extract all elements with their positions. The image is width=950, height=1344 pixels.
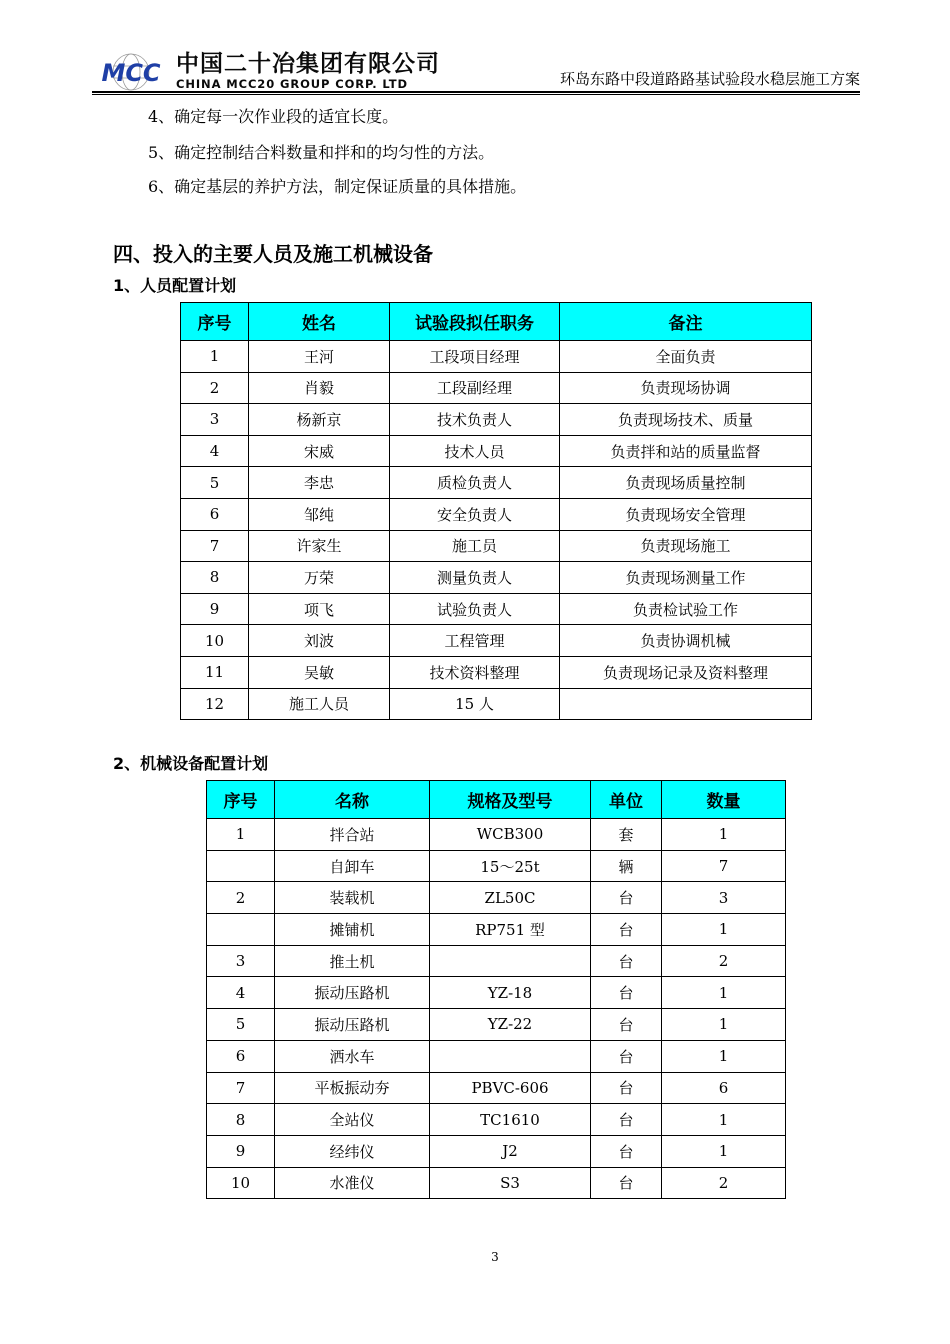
table-row bbox=[207, 882, 786, 914]
table-cell: 技术资料整理 bbox=[390, 656, 560, 688]
table-cell: 装载机 bbox=[275, 882, 430, 914]
table-cell: 4 bbox=[181, 435, 249, 467]
table-cell: 邹纯 bbox=[249, 498, 390, 530]
table-cell: 台 bbox=[591, 914, 662, 946]
table-cell: 1 bbox=[207, 819, 275, 851]
table-cell: 技术负责人 bbox=[390, 404, 560, 436]
table-row bbox=[181, 625, 812, 657]
table-cell: 万荣 bbox=[249, 562, 390, 594]
table-cell: 质检负责人 bbox=[390, 467, 560, 499]
table-cell: S3 bbox=[430, 1167, 591, 1199]
column-header: 单位 bbox=[591, 781, 662, 819]
document-title: 环岛东路中段道路路基试验段水稳层施工方案 bbox=[559, 70, 860, 88]
table-cell: YZ-18 bbox=[430, 977, 591, 1009]
table-cell: 台 bbox=[591, 1072, 662, 1104]
personnel-heading: 1、人员配置计划 bbox=[113, 276, 237, 295]
table-cell: 台 bbox=[591, 945, 662, 977]
table-cell: 3 bbox=[207, 945, 275, 977]
equipment-header-row bbox=[207, 781, 786, 819]
table-cell: 负责现场协调 bbox=[560, 372, 812, 404]
table-cell: 台 bbox=[591, 1040, 662, 1072]
personnel-table bbox=[180, 302, 812, 720]
table-cell: 工段副经理 bbox=[390, 372, 560, 404]
table-cell: 摊铺机 bbox=[275, 914, 430, 946]
table-cell bbox=[430, 945, 591, 977]
table-cell: 安全负责人 bbox=[390, 498, 560, 530]
table-cell: 负责现场质量控制 bbox=[560, 467, 812, 499]
table-cell bbox=[560, 688, 812, 720]
company-name bbox=[176, 52, 440, 91]
table-cell: 刘波 bbox=[249, 625, 390, 657]
table-cell: 负责现场测量工作 bbox=[560, 562, 812, 594]
page-number: 3 bbox=[491, 1250, 499, 1264]
table-cell: 杨新京 bbox=[249, 404, 390, 436]
table-cell: 7 bbox=[181, 530, 249, 562]
table-cell: 拌合站 bbox=[275, 819, 430, 851]
table-cell: 1 bbox=[662, 1009, 786, 1041]
table-cell: 负责协调机械 bbox=[560, 625, 812, 657]
table-cell: 6 bbox=[662, 1072, 786, 1104]
table-cell: 1 bbox=[662, 1040, 786, 1072]
table-cell bbox=[430, 1040, 591, 1072]
table-cell: 王河 bbox=[249, 341, 390, 373]
paragraph-item-4: 4、确定每一次作业段的适宜长度。 bbox=[148, 107, 399, 126]
page-header bbox=[92, 50, 860, 92]
svg-text:MCC: MCC bbox=[101, 59, 161, 87]
table-cell: 台 bbox=[591, 1009, 662, 1041]
table-cell: YZ-22 bbox=[430, 1009, 591, 1041]
table-cell: 台 bbox=[591, 882, 662, 914]
table-cell: 许家生 bbox=[249, 530, 390, 562]
equipment-table-body bbox=[207, 819, 786, 1199]
table-cell: 5 bbox=[207, 1009, 275, 1041]
table-cell: 经纬仪 bbox=[275, 1135, 430, 1167]
table-cell: 施工员 bbox=[390, 530, 560, 562]
table-cell: 试验负责人 bbox=[390, 593, 560, 625]
table-cell: 洒水车 bbox=[275, 1040, 430, 1072]
table-row bbox=[181, 656, 812, 688]
column-header: 数量 bbox=[662, 781, 786, 819]
column-header: 姓名 bbox=[249, 303, 390, 341]
table-row bbox=[207, 1135, 786, 1167]
table-cell: 推土机 bbox=[275, 945, 430, 977]
table-cell: 2 bbox=[662, 1167, 786, 1199]
table-row bbox=[181, 435, 812, 467]
table-cell: 1 bbox=[662, 1104, 786, 1136]
table-cell: 5 bbox=[181, 467, 249, 499]
mcc-logo bbox=[92, 52, 170, 92]
table-cell: 振动压路机 bbox=[275, 977, 430, 1009]
table-cell: 1 bbox=[662, 977, 786, 1009]
table-cell bbox=[207, 850, 275, 882]
table-cell: 12 bbox=[181, 688, 249, 720]
table-cell: J2 bbox=[430, 1135, 591, 1167]
table-cell: 测量负责人 bbox=[390, 562, 560, 594]
table-cell: 振动压路机 bbox=[275, 1009, 430, 1041]
table-cell: 宋威 bbox=[249, 435, 390, 467]
table-row bbox=[181, 372, 812, 404]
column-header: 序号 bbox=[181, 303, 249, 341]
table-row bbox=[181, 341, 812, 373]
table-cell: 台 bbox=[591, 1135, 662, 1167]
table-cell: 8 bbox=[181, 562, 249, 594]
table-row bbox=[181, 530, 812, 562]
table-cell bbox=[207, 914, 275, 946]
table-cell: 项飞 bbox=[249, 593, 390, 625]
equipment-heading: 2、机械设备配置计划 bbox=[113, 754, 269, 773]
table-cell: WCB300 bbox=[430, 819, 591, 851]
table-row bbox=[207, 850, 786, 882]
table-cell: 肖毅 bbox=[249, 372, 390, 404]
table-cell: TC1610 bbox=[430, 1104, 591, 1136]
table-cell: 工段项目经理 bbox=[390, 341, 560, 373]
table-cell: 15～25t bbox=[430, 850, 591, 882]
table-row bbox=[181, 467, 812, 499]
table-cell: 6 bbox=[207, 1040, 275, 1072]
table-cell: 7 bbox=[662, 850, 786, 882]
paragraph-item-6: 6、确定基层的养护方法，制定保证质量的具体措施。 bbox=[148, 177, 527, 196]
table-cell: 工程管理 bbox=[390, 625, 560, 657]
table-cell: 全站仪 bbox=[275, 1104, 430, 1136]
table-cell: 2 bbox=[181, 372, 249, 404]
table-cell: 台 bbox=[591, 1104, 662, 1136]
table-cell: 9 bbox=[181, 593, 249, 625]
table-row bbox=[207, 1009, 786, 1041]
paragraph-item-5: 5、确定控制结合料数量和拌和的均匀性的方法。 bbox=[148, 143, 495, 162]
personnel-table-body bbox=[181, 341, 812, 720]
table-cell: 辆 bbox=[591, 850, 662, 882]
table-cell: 负责检试验工作 bbox=[560, 593, 812, 625]
table-cell: 6 bbox=[181, 498, 249, 530]
table-cell: 台 bbox=[591, 1167, 662, 1199]
table-row bbox=[207, 1072, 786, 1104]
table-cell: 套 bbox=[591, 819, 662, 851]
table-cell: 8 bbox=[207, 1104, 275, 1136]
table-row bbox=[207, 1104, 786, 1136]
table-cell: 1 bbox=[662, 914, 786, 946]
table-cell: 7 bbox=[207, 1072, 275, 1104]
column-header: 备注 bbox=[560, 303, 812, 341]
table-cell: 负责现场安全管理 bbox=[560, 498, 812, 530]
table-cell: 11 bbox=[181, 656, 249, 688]
table-row bbox=[181, 593, 812, 625]
table-cell: ZL50C bbox=[430, 882, 591, 914]
header-rule bbox=[92, 91, 860, 95]
table-cell: RP751 型 bbox=[430, 914, 591, 946]
table-cell: PBVC-606 bbox=[430, 1072, 591, 1104]
column-header: 序号 bbox=[207, 781, 275, 819]
table-cell: 2 bbox=[207, 882, 275, 914]
table-cell: 负责现场施工 bbox=[560, 530, 812, 562]
table-row bbox=[181, 688, 812, 720]
table-cell: 4 bbox=[207, 977, 275, 1009]
table-cell: 10 bbox=[181, 625, 249, 657]
personnel-header-row bbox=[181, 303, 812, 341]
table-row bbox=[207, 819, 786, 851]
column-header: 试验段拟任职务 bbox=[390, 303, 560, 341]
section-heading: 四、投入的主要人员及施工机械设备 bbox=[113, 242, 433, 266]
table-row bbox=[207, 1167, 786, 1199]
table-cell: 技术人员 bbox=[390, 435, 560, 467]
table-cell: 平板振动夯 bbox=[275, 1072, 430, 1104]
table-cell: 负责现场记录及资料整理 bbox=[560, 656, 812, 688]
table-cell: 负责现场技术、质量 bbox=[560, 404, 812, 436]
equipment-table bbox=[206, 780, 786, 1199]
table-row bbox=[181, 404, 812, 436]
table-row bbox=[181, 562, 812, 594]
table-cell: 2 bbox=[662, 945, 786, 977]
table-row bbox=[181, 498, 812, 530]
table-cell: 15 人 bbox=[390, 688, 560, 720]
table-cell: 全面负责 bbox=[560, 341, 812, 373]
table-cell: 1 bbox=[662, 1135, 786, 1167]
table-cell: 台 bbox=[591, 977, 662, 1009]
table-row bbox=[207, 977, 786, 1009]
table-cell: 3 bbox=[181, 404, 249, 436]
table-cell: 9 bbox=[207, 1135, 275, 1167]
table-cell: 吴敏 bbox=[249, 656, 390, 688]
table-cell: 1 bbox=[181, 341, 249, 373]
table-cell: 3 bbox=[662, 882, 786, 914]
table-row bbox=[207, 945, 786, 977]
column-header: 名称 bbox=[275, 781, 430, 819]
company-name-cn: 中国二十冶集团有限公司 bbox=[176, 51, 440, 77]
table-cell: 1 bbox=[662, 819, 786, 851]
table-cell: 施工人员 bbox=[249, 688, 390, 720]
table-cell: 负责拌和站的质量监督 bbox=[560, 435, 812, 467]
table-row bbox=[207, 1040, 786, 1072]
table-cell: 李忠 bbox=[249, 467, 390, 499]
company-name-en: CHINA MCC20 GROUP CORP. LTD bbox=[176, 77, 408, 91]
table-cell: 10 bbox=[207, 1167, 275, 1199]
table-row bbox=[207, 914, 786, 946]
table-cell: 水准仪 bbox=[275, 1167, 430, 1199]
column-header: 规格及型号 bbox=[430, 781, 591, 819]
table-cell: 自卸车 bbox=[275, 850, 430, 882]
